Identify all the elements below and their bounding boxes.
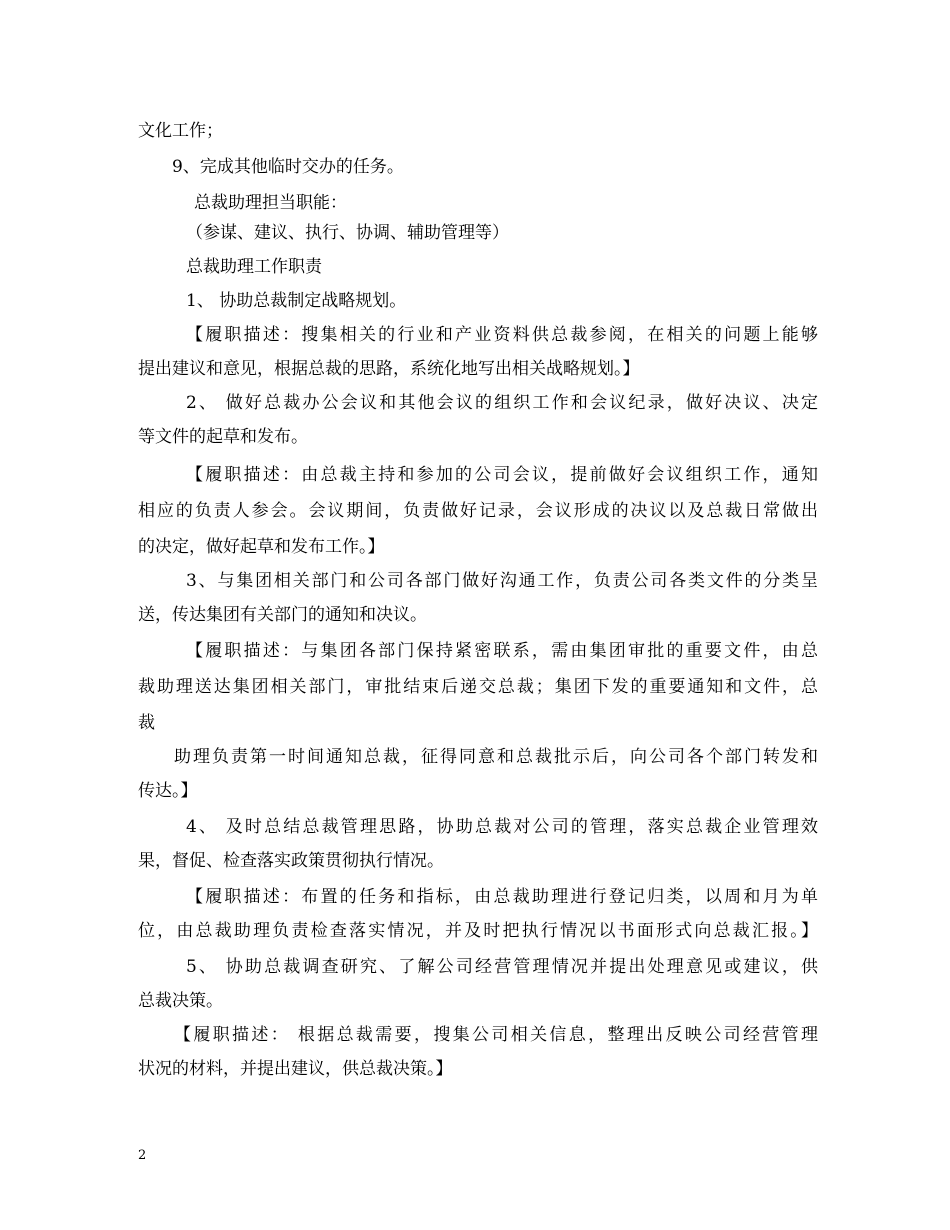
section-heading: 总裁助理担当职能：	[194, 193, 347, 213]
duty-description: 【履职描述：由总裁主持和参加的公司会议，提前做好会议组织工作，通知	[186, 465, 818, 485]
duty-item: 5、 协助总裁调查研究、了解公司经营管理情况并提出处理意见或建议，供	[186, 957, 818, 977]
duty-item: 2、 做好总裁办公会议和其他会议的组织工作和会议纪录，做好决议、决定	[186, 393, 818, 413]
duty-description: 位，由总裁助理负责检查落实情况，并及时把执行情况以书面形式向总裁汇报。】	[138, 921, 818, 941]
duty-item: 1、 协助总裁制定战略规划。	[186, 291, 407, 311]
duty-description: 【履职描述：布置的任务和指标，由总裁助理进行登记归类，以周和月为单	[186, 887, 818, 907]
duty-item: 果，督促、检查落实政策贯彻执行情况。	[138, 851, 444, 871]
duty-description: 【履职描述： 根据总裁需要，搜集公司相关信息，整理出反映公司经营管理	[174, 1025, 818, 1045]
text-line: 文化工作；	[138, 121, 223, 141]
duty-description: 提出建议和意见，根据总裁的思路，系统化地写出相关战略规划。】	[138, 359, 640, 379]
text-line: （参谋、建议、执行、协调、辅助管理等）	[186, 223, 509, 243]
duty-description: 相应的负责人参会。会议期间，负责做好记录，会议形成的决议以及总裁日常做出	[138, 501, 818, 521]
duty-item: 等文件的起草和发布。	[138, 427, 308, 447]
duty-description: 状况的材料，并提出建议，供总裁决策。】	[138, 1059, 453, 1079]
text-line: 9、完成其他临时交办的任务。	[172, 157, 404, 177]
duty-description: 【履职描述：搜集相关的行业和产业资料供总裁参阅，在相关的问题上能够	[186, 325, 818, 345]
duty-description: 【履职描述：与集团各部门保持紧密联系，需由集团审批的重要文件，由总	[186, 641, 818, 661]
page-number: 2	[138, 1148, 147, 1163]
duty-description: 裁	[138, 713, 155, 733]
section-heading: 总裁助理工作职责	[186, 257, 322, 277]
duty-item: 总裁决策。	[138, 991, 223, 1011]
duty-description: 的决定，做好起草和发布工作。】	[138, 537, 385, 557]
duty-description: 助理负责第一时间通知总裁，征得同意和总裁批示后，向公司各个部门转发和	[174, 747, 818, 767]
duty-item: 4、 及时总结总裁管理思路，协助总裁对公司的管理，落实总裁企业管理效	[186, 817, 818, 837]
duty-description: 裁助理送达集团相关部门，审批结束后递交总裁；集团下发的重要通知和文件，总	[138, 677, 818, 697]
duty-description: 传达。】	[138, 781, 198, 801]
duty-item: 3、与集团相关部门和公司各部门做好沟通工作，负责公司各类文件的分类呈	[186, 571, 818, 591]
duty-item: 送，传达集团有关部门的通知和决议。	[138, 605, 427, 625]
